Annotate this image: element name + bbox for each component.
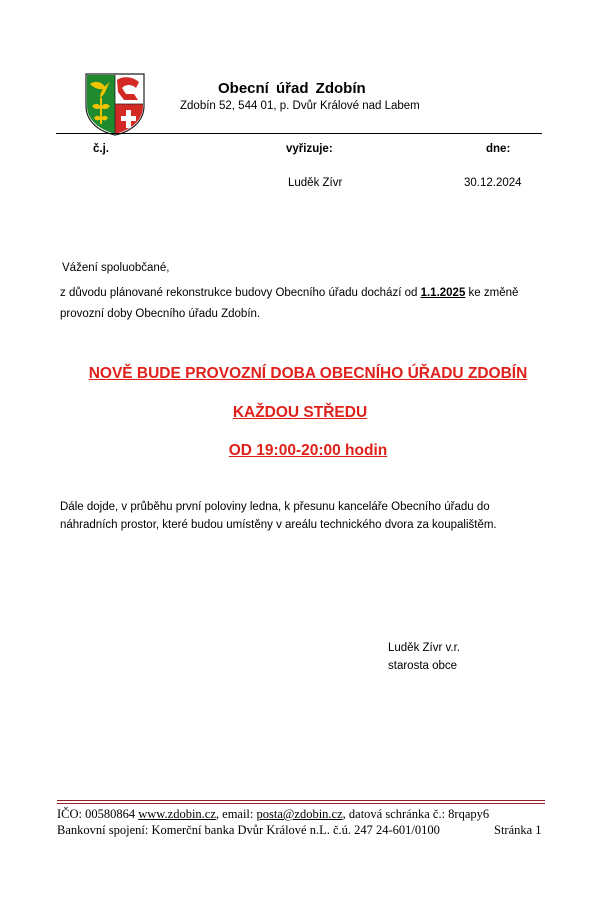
footer-ico: IČO: 00580864 bbox=[57, 807, 139, 821]
footer-contact-line bbox=[57, 806, 489, 822]
date-value: 30.12.2024 bbox=[464, 177, 522, 189]
notice-heading-2: KAŽDOU STŘEDU bbox=[232, 404, 368, 421]
reference-number-label: č.j. bbox=[93, 143, 109, 155]
paragraph-1-line-1 bbox=[60, 285, 518, 301]
date-label: dne: bbox=[486, 143, 511, 155]
notice-heading-1: NOVĚ BUDE PROVOZNÍ DOBA OBECNÍHO ÚŘADU ZDOBÍN bbox=[88, 365, 528, 382]
paragraph-1-line-2: provozní doby Obecního úřadu Zdobín. bbox=[60, 308, 261, 320]
header-divider bbox=[56, 133, 542, 134]
notice-heading-3: OD 19:00-20:00 hodin bbox=[228, 442, 388, 459]
handler-value: Luděk Zívr bbox=[288, 177, 343, 189]
website-link[interactable]: www.zdobin.cz bbox=[138, 807, 216, 821]
footer-databox: , datová schránka č.: 8rqapy6 bbox=[342, 807, 490, 821]
footer-email-prefix: , email: bbox=[215, 807, 257, 821]
paragraph-1-text: z důvodu plánované rekonstrukce budovy Obecního úřadu dochází od bbox=[60, 287, 421, 299]
signature-name: Luděk Zívr v.r. bbox=[388, 642, 461, 654]
office-address: Zdobín 52, 544 01, p. Dvůr Králové nad Labem bbox=[180, 100, 420, 112]
paragraph-2-line-2: náhradních prostor, které budou umístěny v areálu technického dvora za koupalištěm. bbox=[60, 519, 497, 531]
paragraph-2-line-1: Dále dojde, v průběhu první poloviny ledna, k přesunu kanceláře Obecního úřadu do bbox=[60, 501, 490, 513]
paragraph-1-text-end: ke změně bbox=[465, 287, 519, 299]
handler-label: vyřizuje: bbox=[286, 143, 333, 155]
footer-divider bbox=[57, 800, 545, 801]
signature-role: starosta obce bbox=[388, 660, 458, 672]
footer-divider-second bbox=[57, 803, 545, 804]
page-number: Stránka 1 bbox=[494, 823, 542, 837]
office-title: Obecní úřad Zdobín bbox=[218, 80, 366, 97]
salutation: Vážení spoluobčané, bbox=[62, 262, 170, 274]
coat-of-arms-icon bbox=[84, 72, 146, 136]
email-link[interactable]: posta@zdobin.cz bbox=[256, 807, 343, 821]
effective-date: 1.1.2025 bbox=[420, 287, 466, 299]
footer-bank-line: Bankovní spojení: Komerční banka Dvůr Králové n.L. č.ú. 247 24-601/0100 bbox=[57, 823, 440, 837]
